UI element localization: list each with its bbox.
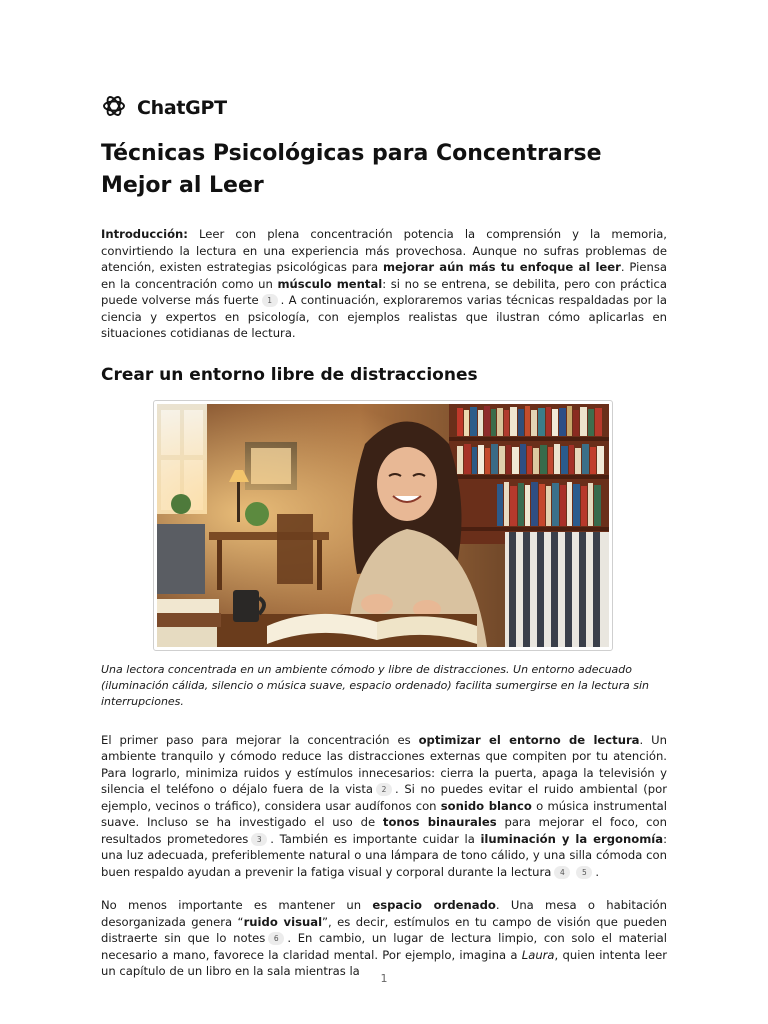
- text-span: Leer con plena concentración potencia la comprensión y la memoria, convirtiendo la lectura en una experiencia más provechosa. Aunque no sufras problemas de atención, existen estrategias psicológicas para: [101, 227, 667, 274]
- text-span: . Si no puedes evitar el ruido ambiental (por ejemplo, vecinos o tráfico), considera usar audífonos con: [101, 782, 667, 813]
- italic-span: Laura: [521, 947, 555, 962]
- intro-label: Introducción:: [101, 227, 188, 241]
- body-paragraph: [101, 732, 667, 881]
- text-span: No menos importante es mantener un: [101, 898, 373, 912]
- bold-span: sonido blanco: [440, 798, 532, 813]
- citation-badge[interactable]: 3: [251, 833, 267, 846]
- text-span: : si no se entrena, se debilita, pero con práctica puede volverse más fuerte: [101, 276, 668, 307]
- text-span: .: [595, 864, 600, 879]
- brand-header: [101, 95, 667, 121]
- text-span: . Una mesa o habitación desorganizada genera “: [101, 898, 668, 929]
- bold-span: optimizar el entorno de lectura: [418, 732, 640, 747]
- text-span: . También es importante cuidar la: [270, 831, 481, 846]
- woman-reading-photo: [157, 404, 609, 647]
- citation-badge[interactable]: 5: [576, 866, 592, 879]
- section-heading: Crear un entorno libre de distracciones: [101, 364, 478, 385]
- text-span: . En cambio, un lugar de lectura limpio, con solo el material necesario a mano, favorece la claridad mental. Por ejemplo, imagina a: [101, 931, 667, 962]
- text-span: para mejorar el foco, con resultados prometedores: [101, 815, 667, 846]
- text-span: ”, es decir, estímulos en tu campo de visión que pueden distraerte sin que lo notes: [101, 914, 667, 945]
- text-span: : una luz adecuada, preferiblemente natural o una lámpara de tono cálido, y una silla cómoda con buen respaldo ayudan a prevenir la fatiga visual y corporal durante la lectura: [101, 831, 667, 879]
- bold-span: tonos binaurales: [382, 815, 497, 829]
- text-span: El primer paso para mejorar la concentración es: [101, 732, 419, 747]
- bold-span: mejorar aún más tu enfoque al leer: [382, 260, 621, 274]
- text-span: . Piensa en la concentración como un: [101, 260, 667, 291]
- text-span: , quien intenta leer un capítulo de un libro en la sala mientras la: [101, 947, 667, 978]
- bold-span: ruido visual: [243, 914, 323, 929]
- citation-badge[interactable]: 6: [268, 932, 284, 945]
- figure-frame: [153, 400, 613, 651]
- bold-span: iluminación y la ergonomía: [480, 831, 664, 846]
- page-number: 1: [380, 972, 388, 985]
- text-span: . Un ambiente tranquilo y cómodo reduce las distracciones externas que compiten por tu atención. Para lograrlo, minimiza ruidos y estímulos innecesarios: cierra la puerta, apaga la televisión y silencia el teléfono o déjalo fuera de la vista: [101, 732, 667, 796]
- citation-badge[interactable]: 1: [262, 294, 278, 307]
- document-title: Técnicas Psicológicas para Concentrarse Mejor al Leer: [101, 141, 602, 198]
- text-span: o música instrumental suave. Incluso se ha investigado el uso de: [101, 798, 667, 829]
- body-paragraph: [101, 897, 667, 980]
- document-page: [101, 95, 667, 980]
- openai-logo-icon: [101, 93, 127, 123]
- citation-badge[interactable]: 2: [376, 783, 392, 796]
- intro-paragraph: [101, 226, 667, 342]
- bold-span: músculo mental: [277, 276, 383, 291]
- brand-name: ChatGPT: [137, 97, 227, 119]
- bold-span: espacio ordenado: [372, 898, 496, 912]
- citation-badge[interactable]: 4: [554, 866, 570, 879]
- text-span: . A continuación, exploraremos varias técnicas respaldadas por la ciencia y expertos en psicología, con ejemplos realistas que ilustran cómo aplicarlas en situaciones cotidianas de lectura.: [101, 293, 667, 340]
- figure-caption: Una lectora concentrada en un ambiente cómodo y libre de distracciones. Un entorno adecuado (iluminación cálida, silencio o música suave, espacio ordenado) facilita sumergirse en la lectura sin interrupciones.: [101, 662, 650, 708]
